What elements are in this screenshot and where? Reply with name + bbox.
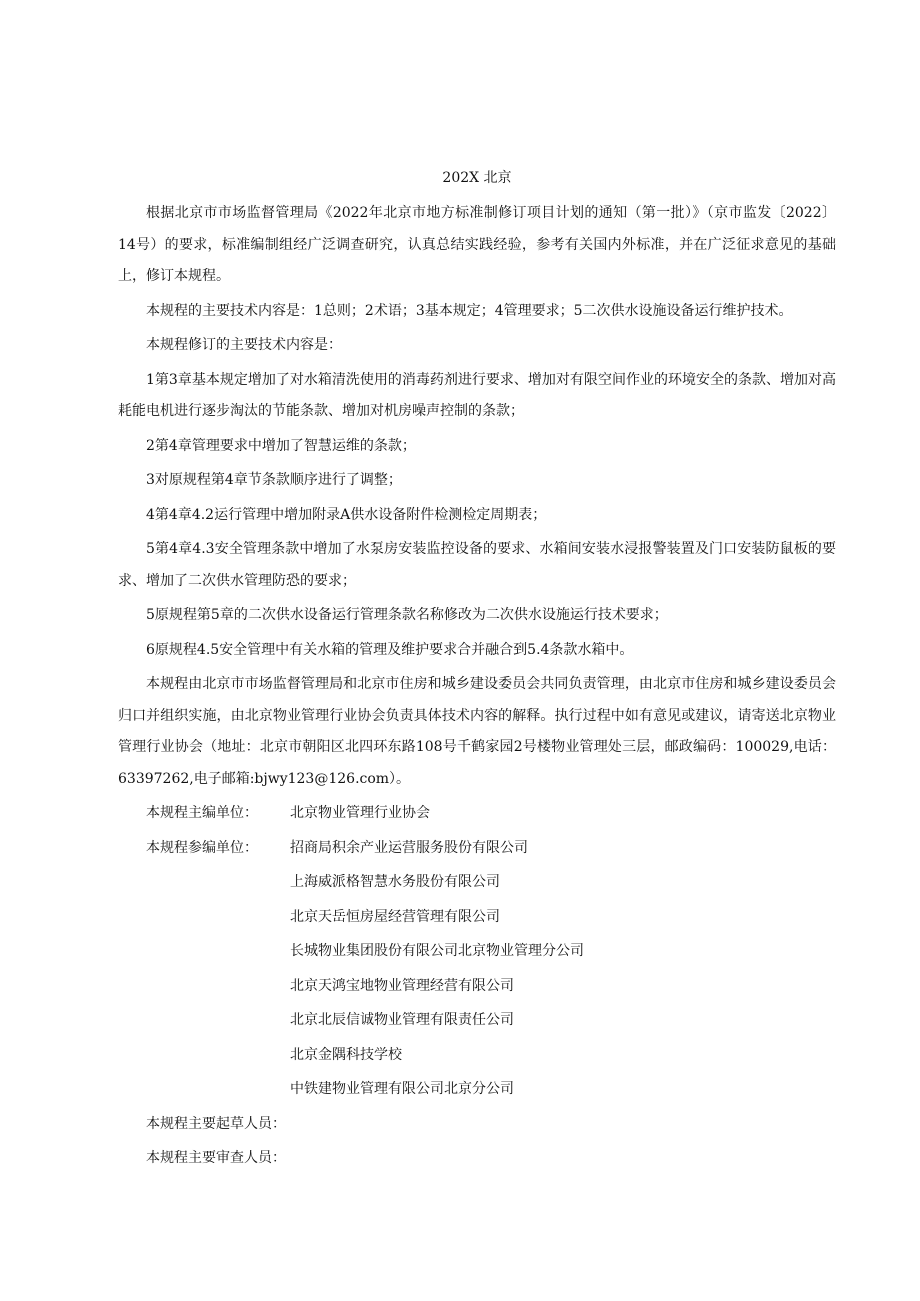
- participant-unit-line: [118, 902, 836, 934]
- participant-unit-line: [118, 867, 836, 899]
- document-page: [118, 168, 836, 1178]
- revision-item-6: 5原规程第5章的二次供水设备运行管理条款名称修改为二次供水设施运行技术要求；: [146, 607, 668, 623]
- participant-unit: 北京天鸿宝地物业管理经营有限公司: [290, 977, 514, 994]
- revision-item-2: 2第4章管理要求中增加了智慧运维的条款；: [146, 437, 416, 454]
- intro-paragraph: 根据北京市市场监督管理局《2022年北京市地方标准制修订项目计划的通知（第一批）》（京市监发〔2022〕14号）的要求，标准编制组经广泛调查研究，认真总结实践经验，参考有关国内外标准，并在广泛征求意见的基础上，修订本规程。: [118, 205, 836, 284]
- page-title: 202X 北京: [442, 170, 512, 186]
- participant-unit-line: [118, 1005, 836, 1037]
- revision-intro: 本规程修订的主要技术内容是：: [146, 337, 342, 353]
- participant-unit: 招商局积余产业运营服务股份有限公司: [290, 839, 528, 856]
- participant-unit: 北京天岳恒房屋经营管理有限公司: [290, 908, 500, 925]
- revision-item-1: 1第3章基本规定增加了对水箱清洗使用的消毒药剂进行要求、增加对有限空间作业的环境安全的条款、增加对高耗能电机进行逐步淘汰的节能条款、增加对机房噪声控制的条款；: [118, 371, 836, 419]
- chief-unit-line: [118, 798, 836, 830]
- participants-label: 本规程参编单位：: [146, 839, 258, 856]
- drafters-label: 本规程主要起草人员：: [146, 1115, 286, 1132]
- participant-unit: 上海威派格智慧水务股份有限公司: [290, 874, 500, 890]
- participant-unit: 中铁建物业管理有限公司北京分公司: [290, 1081, 514, 1097]
- participant-unit-line: [118, 1040, 836, 1072]
- participant-unit-line: [118, 833, 836, 865]
- participant-unit-line: [118, 1074, 836, 1106]
- participant-unit: 长城物业集团股份有限公司北京物业管理分公司: [290, 943, 584, 959]
- participant-unit: 北京金隅科技学校: [290, 1046, 402, 1063]
- revision-item-4: 4第4章4.2运行管理中增加附录A供水设备附件检测检定周期表；: [146, 506, 547, 523]
- participant-unit-line: [118, 936, 836, 968]
- revision-item-3: 3对原规程第4章节条款顺序进行了调整；: [146, 472, 402, 488]
- reviewers-label: 本规程主要审查人员：: [146, 1150, 286, 1166]
- chief-unit-name: 北京物业管理行业协会: [290, 805, 430, 821]
- main-content-paragraph: 本规程的主要技术内容是：1总则；2术语；3基本规定；4管理要求；5二次供水设施设备运行维护技术。: [146, 302, 793, 319]
- participant-unit-line: [118, 971, 836, 1003]
- revision-item-7: 6原规程4.5安全管理中有关水箱的管理及维护要求合并融合到5.4条款水箱中。: [146, 641, 634, 658]
- chief-unit-label: 本规程主编单位：: [146, 805, 258, 821]
- responsibility-paragraph: 本规程由北京市市场监督管理局和北京市住房和城乡建设委员会共同负责管理，由北京市住房和城乡建设委员会归口并组织实施，由北京物业管理行业协会负责具体技术内容的解释。执行过程中如有意见或建议，请寄送北京物业管理行业协会（地址：北京市朝阳区北四环东路108号千鹤家园2号楼物业管理处三层，邮政编码：100029,电话：63397262,电子邮箱:bjwy123@126.com）。: [118, 676, 836, 787]
- revision-item-5: 5第4章4.3安全管理条款中增加了水泵房安装监控设备的要求、水箱间安装水浸报警装置及门口安装防鼠板的要求、增加了二次供水管理防恐的要求；: [118, 541, 836, 589]
- participant-unit: 北京北辰信诚物业管理有限责任公司: [290, 1012, 514, 1028]
